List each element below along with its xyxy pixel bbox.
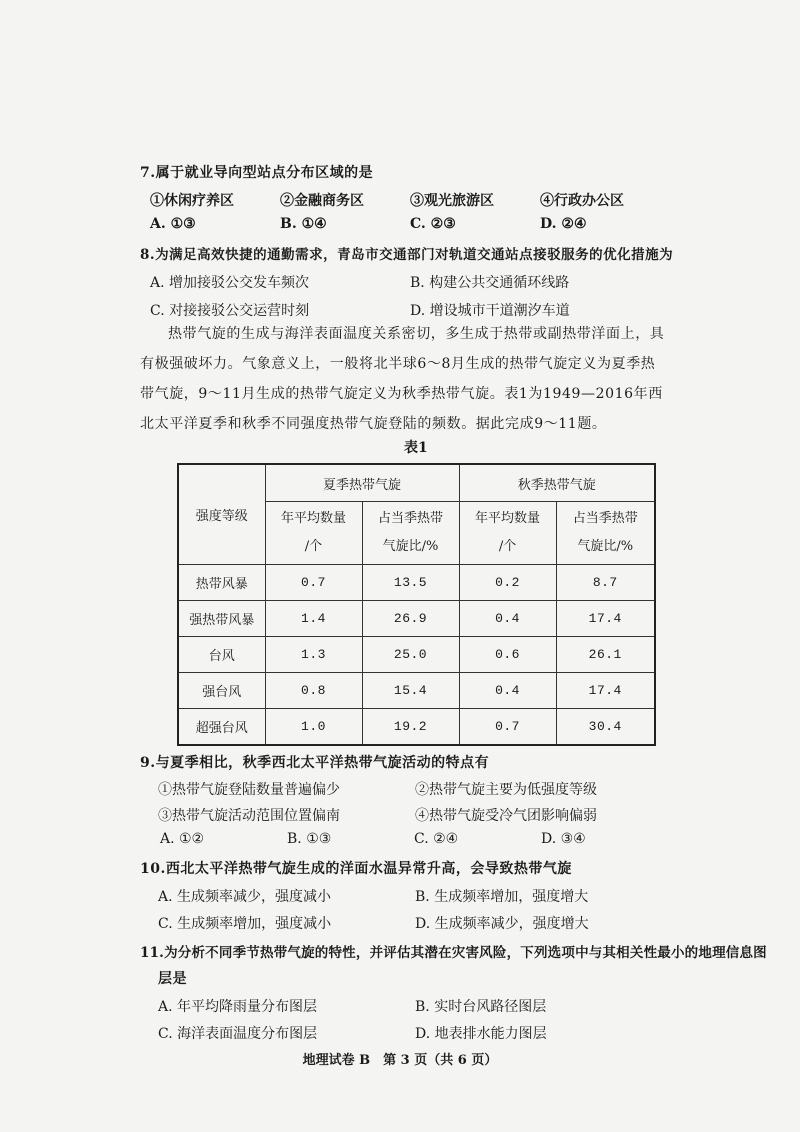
autumn-ratio-cell: 17.4 [556, 601, 655, 637]
q10-choice-d: D. 生成频率减少，强度增大 [415, 916, 589, 932]
level-cell: 强台风 [178, 673, 265, 709]
q11-choice-d: D. 地表排水能力图层 [415, 1026, 547, 1042]
summer-avg-header: 年平均数量 /个 [265, 502, 362, 565]
q7-item-2: ②金融商务区 [280, 193, 364, 209]
autumn-avg-cell: 0.2 [459, 565, 556, 601]
q11-choice-a: A. 年平均降雨量分布图层 [158, 999, 318, 1015]
q9-item-4: ④热带气旋受冷气团影响偏弱 [415, 808, 597, 824]
autumn-avg-header: 年平均数量 /个 [459, 502, 556, 565]
level-cell: 强热带风暴 [178, 601, 265, 637]
q9-choice-b: B. ①③ [287, 831, 332, 847]
q7-item-4: ④行政办公区 [540, 193, 624, 209]
summer-avg-cell: 1.0 [265, 709, 362, 746]
q9-item-1: ①热带气旋登陆数量普遍偏少 [158, 782, 340, 798]
q7-choice-a: A. ①③ [150, 216, 196, 232]
q9-choice-a: A. ①② [160, 831, 205, 847]
table-row [178, 673, 655, 709]
summer-ratio-cell: 15.4 [362, 673, 459, 709]
autumn-ratio-cell: 17.4 [556, 673, 655, 709]
q11-choice-c: C. 海洋表面温度分布图层 [158, 1026, 318, 1042]
q9-item-2: ②热带气旋主要为低强度等级 [415, 782, 597, 798]
summer-ratio-cell: 25.0 [362, 637, 459, 673]
autumn-ratio-cell: 26.1 [556, 637, 655, 673]
summer-avg-cell: 0.7 [265, 565, 362, 601]
q8-choice-c: C. 对接接驳公交运营时刻 [150, 303, 310, 319]
autumn-ratio-cell: 8.7 [556, 565, 655, 601]
autumn-avg-cell: 0.7 [459, 709, 556, 746]
summer-avg-cell: 1.3 [265, 637, 362, 673]
q7-stem: 7.属于就业导向型站点分布区域的是 [140, 165, 374, 181]
q9-choice-c: C. ②④ [414, 831, 459, 847]
q7-choice-b: B. ①④ [280, 216, 327, 232]
autumn-header: 秋季热带气旋 [459, 464, 655, 502]
table-row [178, 565, 655, 601]
summer-avg-cell: 1.4 [265, 601, 362, 637]
q8-choice-b: B. 构建公共交通循环线路 [410, 275, 570, 291]
table-row [178, 601, 655, 637]
typhoon-table [177, 463, 656, 746]
table-row [178, 709, 655, 746]
q8-stem: 8.为满足高效快捷的通勤需求，青岛市交通部门对轨道交通站点接驳服务的优化措施为 [140, 247, 674, 263]
summer-ratio-cell: 26.9 [362, 601, 459, 637]
summer-avg-cell: 0.8 [265, 673, 362, 709]
page-footer: 地理试卷 B 第 3 页（共 6 页） [302, 1053, 498, 1068]
q10-choice-a: A. 生成频率减少，强度减小 [158, 889, 332, 905]
q8-choice-d: D. 增设城市干道潮汐车道 [410, 303, 570, 319]
q7-choice-c: C. ②③ [410, 216, 456, 232]
summer-header: 夏季热带气旋 [265, 464, 459, 502]
material-paragraph [140, 319, 665, 439]
autumn-avg-cell: 0.6 [459, 637, 556, 673]
q7-choice-d: D. ②④ [540, 216, 587, 232]
q11-choice-b: B. 实时台风路径图层 [415, 999, 547, 1015]
summer-ratio-cell: 19.2 [362, 709, 459, 746]
level-cell: 台风 [178, 637, 265, 673]
autumn-avg-cell: 0.4 [459, 601, 556, 637]
q10-stem: 10.西北太平洋热带气旋生成的洋面水温异常升高，会导致热带气旋 [140, 861, 572, 877]
q9-item-3: ③热带气旋活动范围位置偏南 [158, 808, 340, 824]
level-cell: 超强台风 [178, 709, 265, 746]
table-caption: 表1 [404, 440, 428, 456]
table-row [178, 637, 655, 673]
summer-ratio-cell: 13.5 [362, 565, 459, 601]
q11-stem-line1: 11.为分析不同季节热带气旋的特性，并评估其潜在灾害风险，下列选项中与其相关性最小的地理信息图 [140, 945, 767, 961]
autumn-ratio-header: 占当季热带 气旋比/% [556, 502, 655, 565]
summer-ratio-header: 占当季热带 气旋比/% [362, 502, 459, 565]
q9-stem: 9.与夏季相比，秋季西北太平洋热带气旋活动的特点有 [140, 755, 490, 771]
table-row-header: 强度等级 [178, 464, 265, 565]
autumn-ratio-cell: 30.4 [556, 709, 655, 746]
q8-choice-a: A. 增加接驳公交发车频次 [150, 275, 310, 291]
q7-item-3: ③观光旅游区 [410, 193, 494, 209]
q10-choice-b: B. 生成频率增加，强度增大 [415, 889, 589, 905]
q11-stem-line2: 层是 [158, 971, 187, 987]
autumn-avg-cell: 0.4 [459, 673, 556, 709]
material-text: 热带气旋的生成与海洋表面温度关系密切，多生成于热带或副热带洋面上，具有极强破坏力。气象意义上，一般将北半球6～8月生成的热带气旋定义为夏季热带气旋，9～11月生成的热带气旋定义为秋季热带气旋。表1为1949—2016年西北太平洋夏季和秋季不同强度热带气旋登陆的频数。据此完成9～11题。 [140, 326, 665, 432]
level-cell: 热带风暴 [178, 565, 265, 601]
q7-item-1: ①休闲疗养区 [150, 193, 234, 209]
q9-choice-d: D. ③④ [541, 831, 586, 847]
q10-choice-c: C. 生成频率增加，强度减小 [158, 916, 332, 932]
